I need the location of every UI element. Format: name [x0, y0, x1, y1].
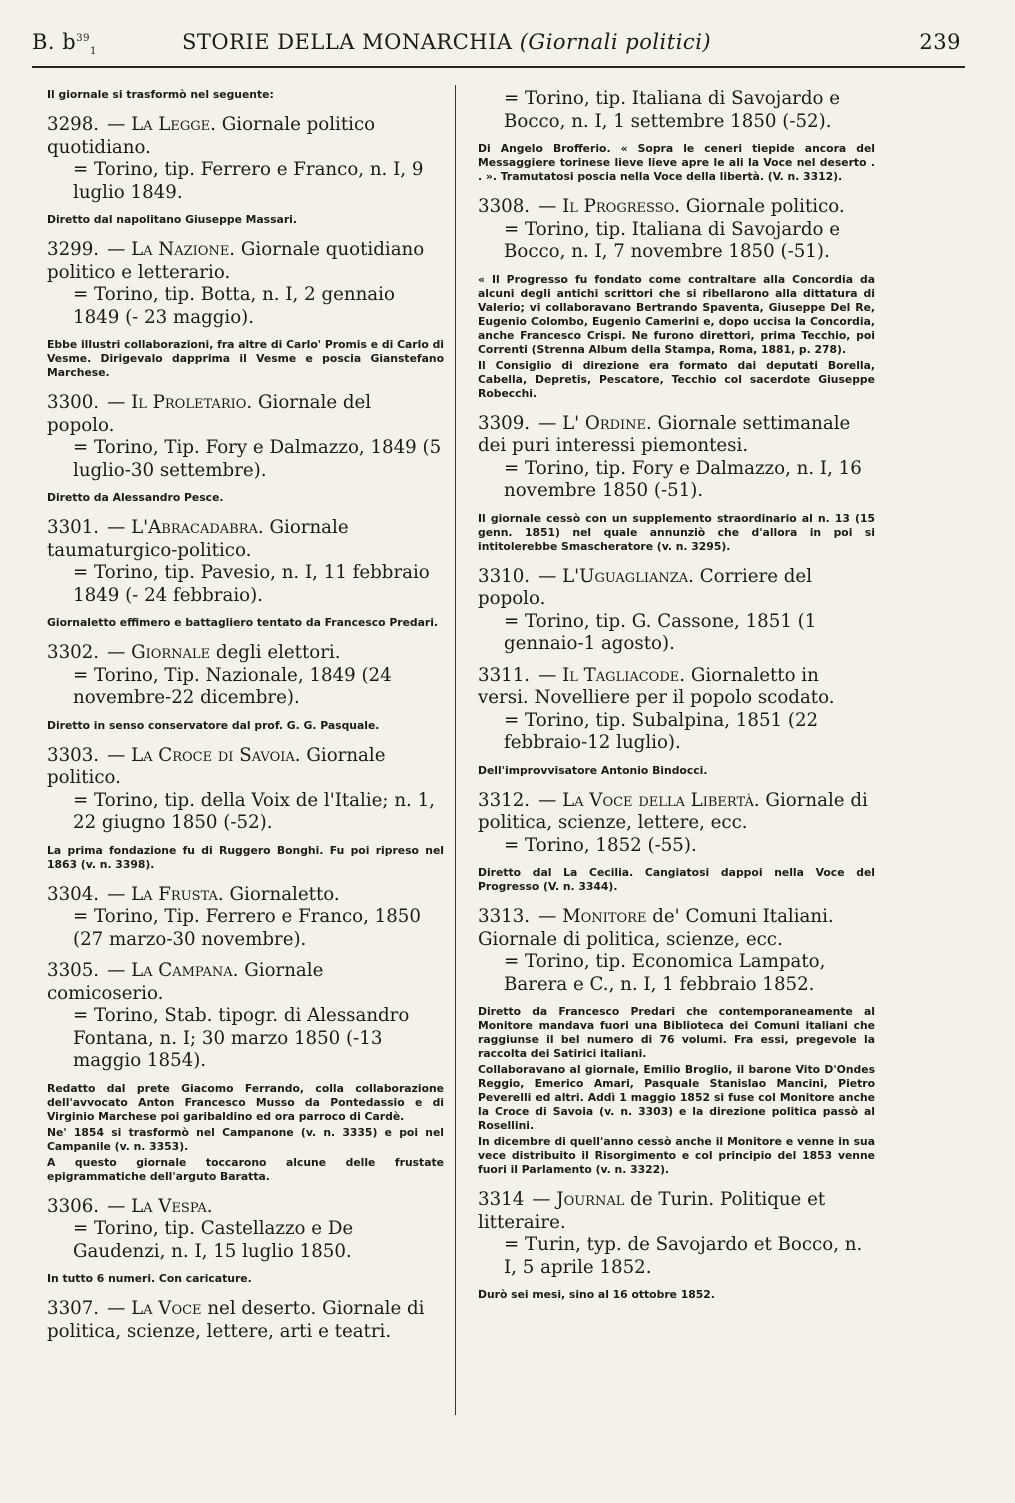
right-column: [478, 88, 875, 1314]
entry-note: Redatto dal prete Giacomo Ferrando, colla collaborazione dell'avvocato Anton Francesco Musso da Pontedassio e di Virginio Marchese poi garibaldino ed ora parroco di Cardè.: [47, 1081, 444, 1123]
publication-info: = Torino, tip. Fory e Dalmazzo, n. I, 16 novembre 1850 (-51).: [504, 457, 862, 501]
entry-note: La prima fondazione fu di Ruggero Bonghi. Fu poi ripreso nel 1863 (v. n. 3398).: [47, 843, 444, 871]
left-column: [47, 88, 444, 1352]
publication-info: = Torino, tip. della Voix de l'Italie; n. 1, 22 giugno 1850 (-52).: [73, 789, 435, 833]
publication-info: = Torino, tip. Italiana di Savojardo e Bocco, n. I, 7 novembre 1850 (-51).: [504, 218, 840, 262]
entry-3306: 3306. — La Vespa. = Torino, tip. Castellazzo e De Gaudenzi, n. I, 15 luglio 1850.: [47, 1196, 444, 1264]
entry-3307: 3307. — La Voce nel deserto. Giornale di politica, scienze, lettere, arti e teatri.: [47, 1298, 425, 1342]
entry-note: Diretto da Alessandro Pesce.: [47, 491, 224, 504]
entry-note: Ne' 1854 si trasformò nel Campanone (v. n. 3335) e poi nel Campanile (v. n. 3353).: [47, 1125, 444, 1153]
entry-note: Il giornale cessò con un supplemento straordinario al n. 13 (15 genn. 1851) nel quale annunziò che d'allora in poi si intitolerebbe Smascheratore (v. n. 3295).: [478, 511, 875, 553]
page-header: [32, 30, 965, 68]
entry-3299: 3299. — La Nazione. Giornale quotidiano politico e letterario. = Torino, tip. Botta, n. I, 2 gennaio 1849 (- 23 maggio).: [47, 239, 444, 329]
publication-info: = Torino, tip. Ferrero e Franco, n. I, 9 luglio 1849.: [73, 159, 424, 203]
running-title: STORIE DELLA MONARCHIA (Giornali politici): [182, 30, 712, 54]
entry-3307-continued: [478, 88, 875, 133]
entry-note: Diretto in senso conservatore dal prof. G. G. Pasquale.: [47, 718, 380, 732]
publication-info: = Torino, tip. Subalpina, 1851 (22 febbraio-12 luglio).: [504, 709, 819, 753]
entry-3298: 3298. — La Legge. Giornale politico quotidiano. = Torino, tip. Ferrero e Franco, n. I, 9 luglio 1849.: [47, 114, 444, 204]
publication-info: = Torino, tip. Economica Lampato, Barera e C., n. I, 1 febbraio 1852.: [504, 951, 826, 995]
publication-info: = Torino, 1852 (-55).: [504, 834, 697, 856]
publication-info: = Torino, tip. Italiana di Savojardo e Bocco, n. I, 1 settembre 1850 (-52).: [504, 88, 840, 132]
column-divider: [455, 85, 456, 1415]
entry-note: Il Consiglio di direzione era formato dai deputati Borella, Cabella, Depretis, Pescatore, Tecchio col sacerdote Giuseppe Robecchi.: [478, 358, 875, 400]
publication-info: = Torino, tip. Pavesio, n. I, 11 febbraio 1849 (- 24 febbraio).: [73, 562, 430, 606]
publication-info: = Torino, Tip. Ferrero e Franco, 1850 (27 marzo-30 novembre).: [73, 906, 421, 950]
signature-mark: B. $b^{39}_1$: [32, 30, 97, 58]
entry-note: Ebbe illustri collaborazioni, fra altre di Carlo' Promis e di Carlo di Vesme. Dirigevalo dapprima il Vesme e poscia Gianstefano Marchese.: [47, 338, 444, 379]
entry-3311: 3311. — Il Tagliacode. Giornaletto in versi. Novelliere per il popolo scodato. = Torino, tip. Subalpina, 1851 (22 febbraio-12 luglio).: [478, 665, 875, 755]
entry-note: In dicembre di quell'anno cessò anche il Monitore e venne in sua vece distribuito il Risorgimento e col principio del 1853 venne fuori il Parlamento (v. n. 3322).: [478, 1135, 875, 1176]
entry-3312: 3312. — La Voce della Libertà. Giornale di politica, scienze, lettere, ecc. = Torino, 1852 (-55).: [478, 790, 875, 858]
publication-info: = Torino, Tip. Nazionale, 1849 (24 novembre-22 dicembre).: [73, 664, 392, 708]
entry-note: Diretto da Francesco Predari che contemporaneamente al Monitore mandava fuori una Biblioteca dei Comuni italiani che raggiunse il bel numero di 76 volumi. Fra essi, pregevole la raccolta dei Satirici italiani.: [478, 1005, 875, 1060]
entry-note: Diretto dal La Cecilia. Cangiatosi dappoi nella Voce del Progresso (V. n. 3344).: [478, 866, 875, 893]
entry-note: Giornaletto effimero e battagliero tentato da Francesco Predari.: [47, 616, 439, 629]
entry-note: Durò sei mesi, sino al 16 ottobre 1852.: [478, 1288, 715, 1301]
publication-info: = Torino, tip. G. Cassone, 1851 (1 gennaio-1 agosto).: [504, 610, 817, 654]
entry-3305: 3305. — La Campana. Giornale comicoserio. = Torino, Stab. tipogr. di Alessandro Fontana, n. I; 30 marzo 1850 (-13 maggio 1854).: [47, 960, 444, 1073]
entry-note: Di Angelo Brofferio. « Sopra le ceneri tiepide ancora del Messaggiere torinese lieve lieve apre le ali la Voce nel deserto . . ». Tramutatosi poscia nella Voce della libertà. (V. n. 3312).: [478, 142, 875, 183]
entry-3314: 3314 — Journal de Turin. Politique et litteraire. = Turin, typ. de Savojardo et Bocco, n. I, 5 aprile 1852.: [478, 1189, 875, 1279]
entry-3304: 3304. — La Frusta. Giornaletto. = Torino, Tip. Ferrero e Franco, 1850 (27 marzo-30 novembre).: [47, 884, 444, 952]
publication-info: = Turin, typ. de Savojardo et Bocco, n. I, 5 aprile 1852.: [504, 1234, 863, 1278]
entry-3302: 3302. — Giornale degli elettori. = Torino, Tip. Nazionale, 1849 (24 novembre-22 dicembre).: [47, 642, 444, 710]
entry-3301: 3301. — L'Abracadabra. Giornale taumaturgico-politico. = Torino, tip. Pavesio, n. I, 11 febbraio 1849 (- 24 febbraio).: [47, 517, 444, 607]
entry-note: Collaboravano al giornale, Emilio Broglio, il barone Vito D'Ondes Reggio, Emerico Amari, Pasquale Stanislao Mancini, Pietro Peverelli ed altri. Addì 1 maggio 1852 si fuse col Monitore anche la Croce di Savoia (v. n. 3303) e la direzione politica passò al Rosellini.: [478, 1063, 875, 1132]
entry-note: In tutto 6 numeri. Con caricature.: [47, 1272, 252, 1285]
entry-note: Dell'improvvisatore Antonio Bindocci.: [478, 763, 708, 777]
publication-info: = Torino, Tip. Fory e Dalmazzo, 1849 (5 luglio-30 settembre).: [73, 437, 442, 481]
publication-info: = Torino, Stab. tipogr. di Alessandro Fontana, n. I; 30 marzo 1850 (-13 maggio 1854).: [73, 1005, 410, 1071]
entry-3310: 3310. — L'Uguaglianza. Corriere del popolo. = Torino, tip. G. Cassone, 1851 (1 gennaio-1 agosto).: [478, 566, 875, 656]
page-number: 239: [919, 30, 961, 54]
entry-3308: 3308. — Il Progresso. Giornale politico. = Torino, tip. Italiana di Savojardo e Bocco, n. I, 7 novembre 1850 (-51).: [478, 196, 875, 264]
entry-3303: 3303. — La Croce di Savoia. Giornale politico. = Torino, tip. della Voix de l'Italie; n. 1, 22 giugno 1850 (-52).: [47, 745, 444, 835]
entry-3300: 3300. — Il Proletario. Giornale del popolo. = Torino, Tip. Fory e Dalmazzo, 1849 (5 luglio-30 settembre).: [47, 392, 444, 482]
entry-3313: 3313. — Monitore de' Comuni Italiani. Giornale di politica, scienze, ecc. = Torino, tip. Economica Lampato, Barera e C., n. I, 1 febbraio 1852.: [478, 906, 875, 996]
publication-info: = Torino, tip. Castellazzo e De Gaudenzi, n. I, 15 luglio 1850.: [73, 1218, 354, 1262]
publication-info: = Torino, tip. Botta, n. I, 2 gennaio 1849 (- 23 maggio).: [73, 284, 395, 328]
entry-3309: 3309. — L' Ordine. Giornale settimanale dei puri interessi piemontesi. = Torino, tip. Fory e Dalmazzo, n. I, 16 novembre 1850 (-51).: [478, 413, 875, 503]
entry-note: A questo giornale toccarono alcune delle frustate epigrammatiche dell'arguto Baratta.: [47, 1155, 444, 1183]
entry-note: « Il Progresso fu fondato come contraltare alla Concordia da alcuni degli antichi scrittori che si ribellarono alla dittatura di Valerio; vi collaboravano Bertrando Spaventa, Giuseppe Del Re, Eugenio Colombo, Eugenio Camerini e, dopo uccisa la Concordia, anche Francesco Crispi. Ne furono direttori, prima Tecchio, poi Correnti (Strenna Album della Stampa, Roma, 1881, p. 278).: [478, 272, 875, 356]
intro-note: Il giornale si trasformò nel seguente:: [47, 88, 274, 101]
entry-note: Diretto dal napolitano Giuseppe Massari.: [47, 213, 297, 226]
